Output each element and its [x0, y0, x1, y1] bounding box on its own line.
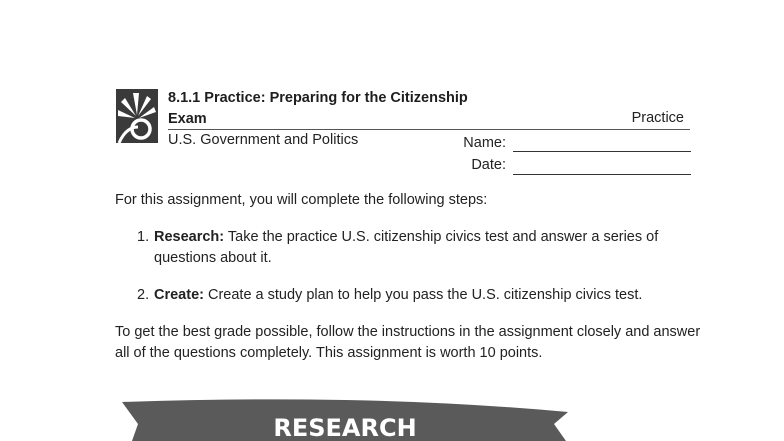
steps-list	[115, 227, 705, 269]
research-banner	[118, 396, 572, 441]
date-label: Date:	[471, 157, 506, 173]
date-field[interactable]	[513, 174, 691, 175]
intro-text: For this assignment, you will complete the following steps:	[115, 192, 488, 208]
assignment-type: Practice	[631, 110, 684, 126]
step-text: Create a study plan to help you pass the U.S. citizenship civics test.	[203, 287, 643, 303]
step-term: Research:	[154, 229, 225, 245]
list-item	[115, 285, 705, 306]
name-label: Name:	[463, 135, 506, 151]
banner-label: RESEARCH	[273, 414, 417, 441]
assignment-title: 8.1.1 Practice: Preparing for the Citizenship Exam	[168, 90, 468, 127]
list-item	[115, 227, 705, 269]
course-subject: U.S. Government and Politics	[168, 132, 359, 148]
step-number: 2.	[137, 287, 150, 303]
step-number: 1.	[137, 229, 150, 245]
name-field[interactable]	[513, 151, 691, 152]
step-text: Take the practice U.S. citizenship civics test and answer a series of questions about it.	[154, 229, 659, 266]
sunburst-logo-icon	[116, 89, 158, 143]
step-term: Create:	[154, 287, 204, 303]
closing-text: To get the best grade possible, follow the instructions in the assignment closely and answer all of the questions completely. This assignment is worth 10 points.	[115, 324, 701, 361]
steps-list	[115, 285, 705, 306]
